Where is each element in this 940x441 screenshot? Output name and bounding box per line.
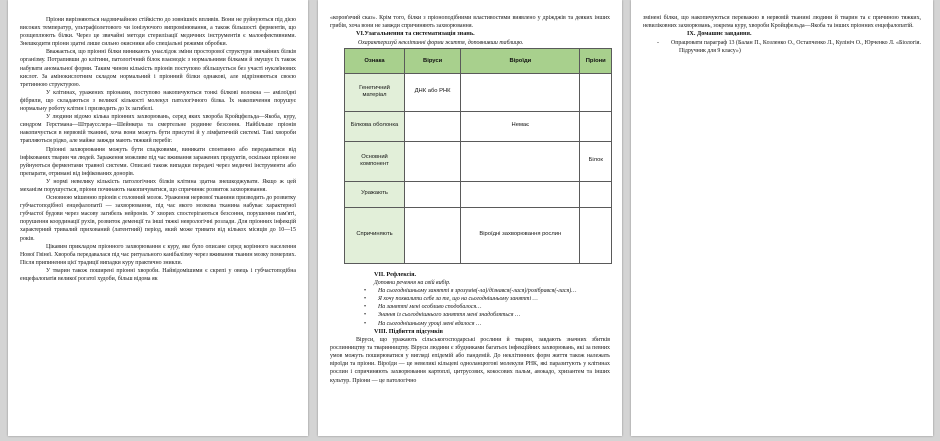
table-cell[interactable] [580,181,612,207]
table-header-cell: Віруси [405,48,461,73]
paragraph: Цікавим прикладом пріонного захворювання є куру, яке було описане серед корінного населення Нової Гвінеї. Хвороба передавалася під час ритуального канібалізму через вживання тканин мозку померлих. Після припинення цієї традиції випадки куру практично зникли. [20,243,296,266]
table-cell[interactable] [580,73,612,111]
section-heading-reflection: VII. Рефлексія. [374,270,417,278]
homework-text: Опрацювати параграф 13 (Балан П., Козленко О., Остапченко Л., Кулініч О., Юрченко Л. «Біологія. Підручник для 9 класу») [671,39,921,54]
section-heading-summary: VIII. Підбиття підсумків [374,327,443,335]
paragraph: змінені білки, що накопичуються переважно в нервовій тканині людини й тварин та є причиною тяжких, невиліковних захворювань, зокрема куру, хвороби Кройцфельда—Якоба та інших пріонних енцефалопатій. [643,15,921,30]
paragraph: У людини відомо кілька пріонних захворювань, серед яких хвороба Кройцфельда—Якоба, куру, синдром Герстмана—Штраусслера—Шейнкера та смертельне родинне безсоння. Найбільше пріонів накопичується в нервовій тканині, хоча вони можуть бути присутні й у лімфатичній системі. Такі хвороби трапляються рідко, але майже завжди мають тяжкий перебіг. [20,114,296,145]
reflection-prompt: Доповни речення на свій вибір. [374,280,451,287]
table-cell[interactable] [405,111,461,141]
table-row [345,141,612,181]
section-heading-homework: IX. Домашнє завдання. [687,30,752,38]
table-cell[interactable] [461,181,580,207]
paragraph: У клітинах, уражених пріонами, поступово накопичуються тонкі білкові волокна — амілоїдні фібрили, що складаються з великої кількості молекул патологічного білка. Їх накопичення порушує нормальну роботу клітин і призводить до їх загибелі. [20,89,296,113]
table-cell[interactable]: Немає [461,111,580,141]
table-cell[interactable] [405,181,461,207]
table-row [345,181,612,207]
list-item: • Я хочу похвалити себе за те, що на сьогоднішньому занятті … [378,295,610,303]
table-cell[interactable] [580,207,612,263]
table-cell[interactable] [405,141,461,181]
list-item: • Знання із сьогоднішнього заняття мені знадобляться … [378,311,610,319]
list-item: • На сьогоднішньому уроці мені вдалося … [378,320,610,328]
table-row-header: Основний компонент [345,141,405,181]
table-row-header: Білкова оболонка [345,111,405,141]
table-row [345,207,612,263]
table-cell[interactable] [580,111,612,141]
noncellular-life-table [344,48,612,264]
paragraph: Віруси, що уражають сільськогосподарські рослини й тварин, завдають значних збитків рослинництву та тваринництву. Віруси людини є збудниками багатьох інфекційних захворювань, які за певних умов можуть поширюватися у вигляді епідемій або пандемій. До неклітинних форм життя також належать віроїди та пріони. Віроїди — це невеликі кільцеві одноланцюгові молекули РНК, які паразитують у клітинах рослин і спричиняють захворювання картоплі, цитрусових, кокосових пальм, авокадо, хризантем та інших культур. Пріони — це патологічно [330,337,610,384]
document-page-2 [318,0,622,436]
paragraph: У тварин також поширені пріонні хвороби. Найвідомішими є скрепі у овець і губчастоподібна енцефалопатія великої рогатої худоби, більш відома як [20,267,296,282]
paragraph: «коров'ячий сказ». Крім того, білки з пріоноподібними властивостями виявлено у дріжджів та деяких інших грибів, хоча вони не завжди спричиняють захворювання. [330,15,610,30]
table-header-cell: Пріони [580,48,612,73]
table-cell[interactable]: Білок [580,141,612,181]
list-dash: - [657,39,659,46]
table-row-header: Генетичний матеріал [345,73,405,111]
table-row [345,111,612,141]
table-cell[interactable] [461,73,580,111]
paragraph: Основною мішенню пріонів є головний мозок. Ураження нервової тканини призводить до розвитку губчастоподібної енцефалопатії — захворювання, під час якого мозкова тканина набуває характерної губчастої будови через масову загибель нейронів. У хворих спостерігаються безсоння, порушення пам'яті, порушення координації рухів, розвиток деменції та інші тяжкі неврологічні розлади. Для пріонних інфекцій характерний тривалий прихований (латентний) період, який може тривати від кількох місяців до 10—15 років. [20,195,296,242]
paragraph: У нормі невелику кількість патологічних білків клітина здатна знешкоджувати. Якщо ж цей механізм порушується, пріони починають накопичуватися, що спричиняє розвиток захворювання. [20,178,296,193]
paragraph: Пріони вирізняються надзвичайною стійкістю до зовнішніх впливів. Вони не руйнуються під дією високих температур, ультрафіолетового чи іонізуючого випромінювання, а також більшості ферментів, що розщеплюють білки. Через це звичайні методи стерилізації медичних інструментів є малоефективними. Знешкодити пріони здатні лише сильно окисники або спеціальні режими обробки. [20,17,296,48]
list-item: • На занятті мені особливо сподобалося… [378,303,610,311]
list-item: • На сьогоднішньому занятті я зрозумів(-ла)/дізнався(-лася)/розібрався(-лася)… [378,287,610,295]
table-header-row [345,48,612,73]
table-header-cell: Ознака [345,48,405,73]
homework-item [643,39,921,55]
table-row-header: Уражають [345,181,405,207]
table-header-cell: Віроїди [461,48,580,73]
table-cell[interactable]: ДНК або РНК [405,73,461,111]
reflection-list [330,287,610,327]
section-heading-generalization: VI.Узагальнення та систематизація знань. [356,30,475,38]
paragraph: Вважається, що пріонні білки виникають унаслідок зміни просторової структури звичайних білків організму. Потрапивши до клітини, патологічний білок взаємодіє з нормальними білками й змушує їх також набувати аномальної форми. Таким чином кількість пріонів поступово збільшується без участі нуклеїнових кислот. За амінокислотним складом нормальний і пріонний білки однакові, але відрізняються своєю третинною структурою. [20,49,296,88]
document-page-3 [631,0,933,436]
document-page-1 [8,0,308,436]
table-cell[interactable] [405,207,461,263]
paragraph: Пріонні захворювання можуть бути спадковими, виникати спонтанно або передаватися від інфікованих тварин чи людей. Зараження можливе під час вживання заражених продуктів, оскільки пріони не руйнуються ферментами травної системи. Описані також випадки передачі через медичні інструменти або препарати, отримані від інфікованих донорів. [20,146,296,177]
table-cell[interactable] [461,141,580,181]
table-row [345,73,612,111]
table-row-header: Спричиняють [345,207,405,263]
table-caption: Охарактеризуй неклітинні форми життя, доповнивши таблицю. [358,39,524,46]
table-cell[interactable]: Віроїдні захворювання рослин [461,207,580,263]
